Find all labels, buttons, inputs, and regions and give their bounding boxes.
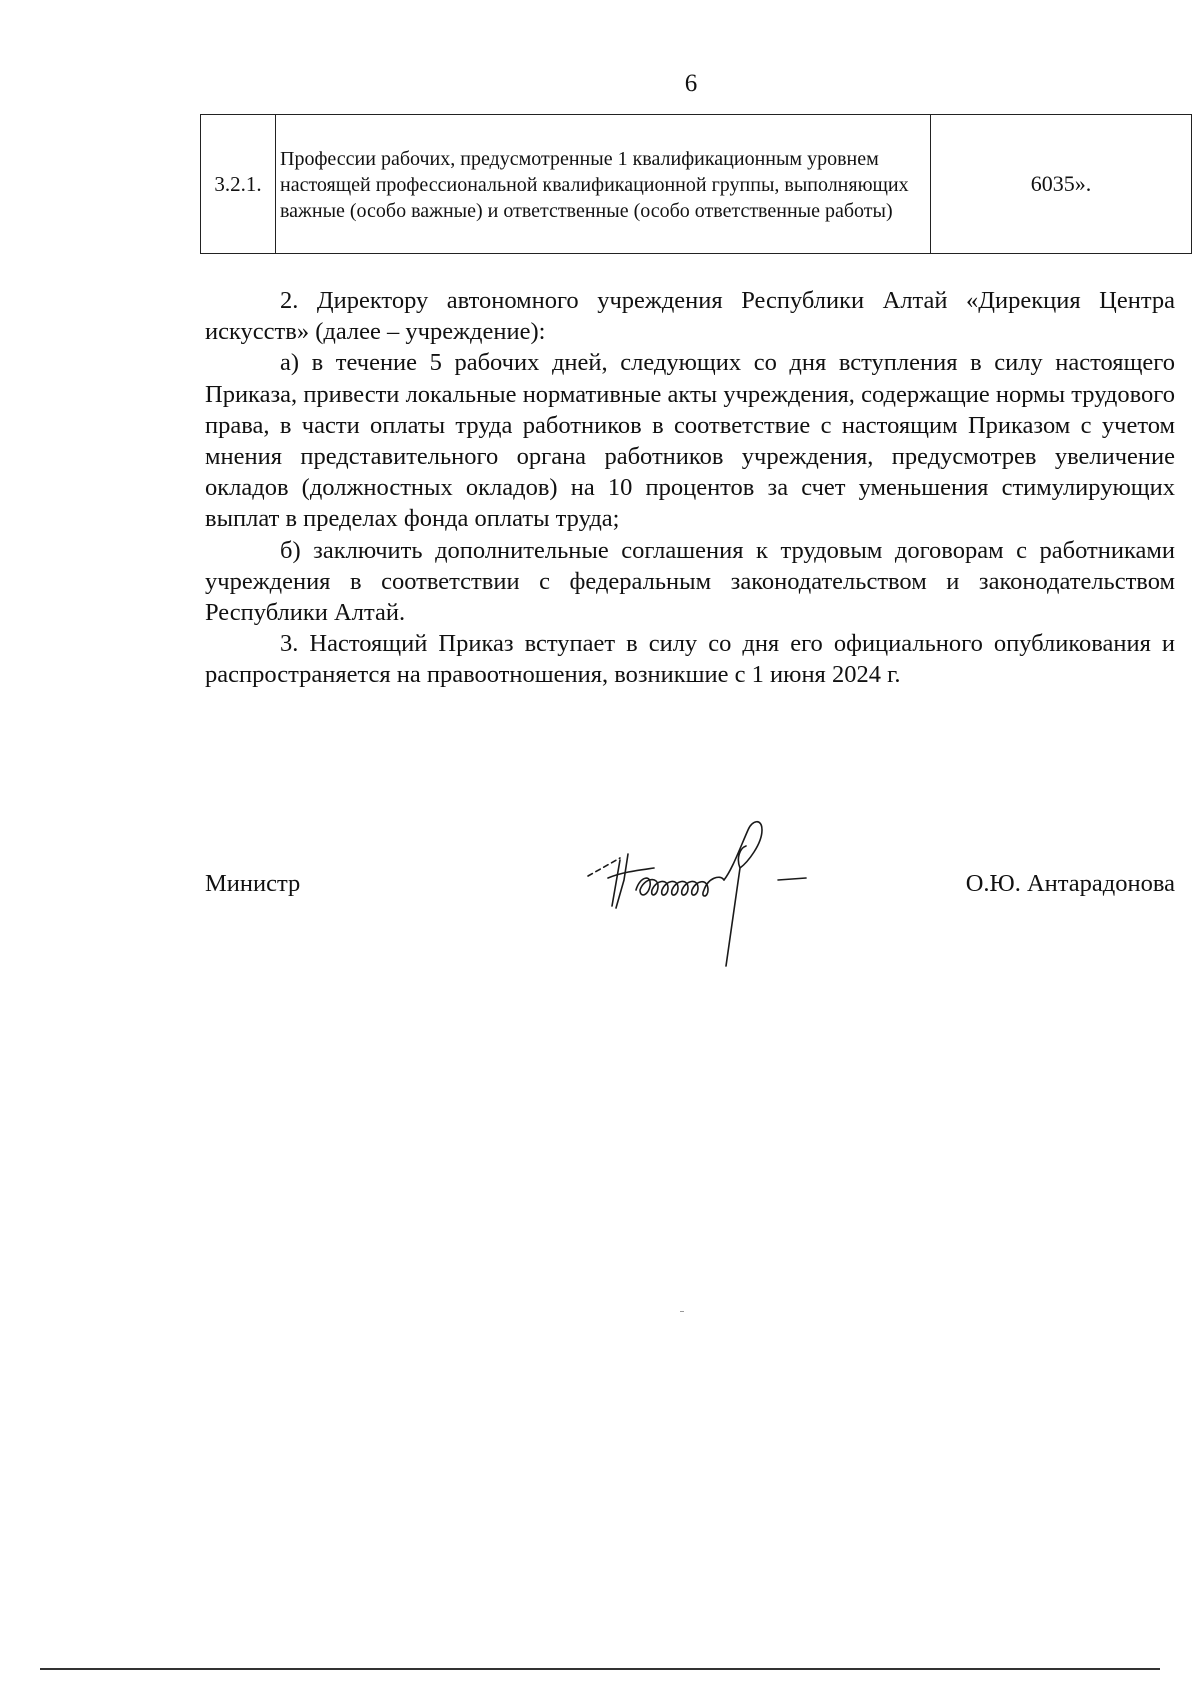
page-bottom-rule bbox=[40, 1668, 1160, 1670]
document-body bbox=[205, 285, 1175, 691]
salary-table bbox=[200, 114, 1192, 254]
paragraph-3: 3. Настоящий Приказ вступает в силу со дня его официального опубликования и распространяется на правоотношения, возникшие с 1 июня 2024 г. bbox=[205, 630, 1175, 689]
row-salary-value: 6035». bbox=[931, 115, 1192, 254]
table-row bbox=[201, 115, 1192, 254]
row-profession-name: Профессии рабочих, предусмотренные 1 квалификационным уровнем настоящей профессиональной квалификационной группы, выполняющих важные (особо важные) и ответственные (особо ответственные работы) bbox=[276, 115, 931, 254]
paragraph-2: 2. Директору автономного учреждения Республики Алтай «Дирекция Центра искусств» (далее – учреждение): bbox=[205, 287, 1175, 346]
row-code: 3.2.1. bbox=[201, 115, 276, 254]
page-number bbox=[0, 70, 1200, 98]
page-number-text: 6 bbox=[684, 70, 698, 97]
paragraph-2b: б) заключить дополнительные соглашения к трудовым договорам с работниками учреждения в соответствии с федеральным законодательством и законодательством Республики Алтай. bbox=[205, 536, 1175, 627]
signatory-position: Министр bbox=[205, 870, 301, 897]
handwritten-signature bbox=[580, 818, 840, 968]
scan-speck bbox=[680, 1311, 684, 1312]
paragraph-2a: а) в течение 5 рабочих дней, следующих со дня вступления в силу настоящего Приказа, привести локальные нормативные акты учреждения, содержащие нормы трудового права, в части оплаты труда работников в соответствие с настоящим Приказом с учетом мнения представительного органа работников учреждения, предусмотрев увеличение окладов (должностных окладов) на 10 процентов за счет уменьшения стимулирующих выплат в пределах фонда оплаты труда; bbox=[205, 349, 1175, 533]
signatory-name: О.Ю. Антарадонова bbox=[965, 870, 1175, 897]
